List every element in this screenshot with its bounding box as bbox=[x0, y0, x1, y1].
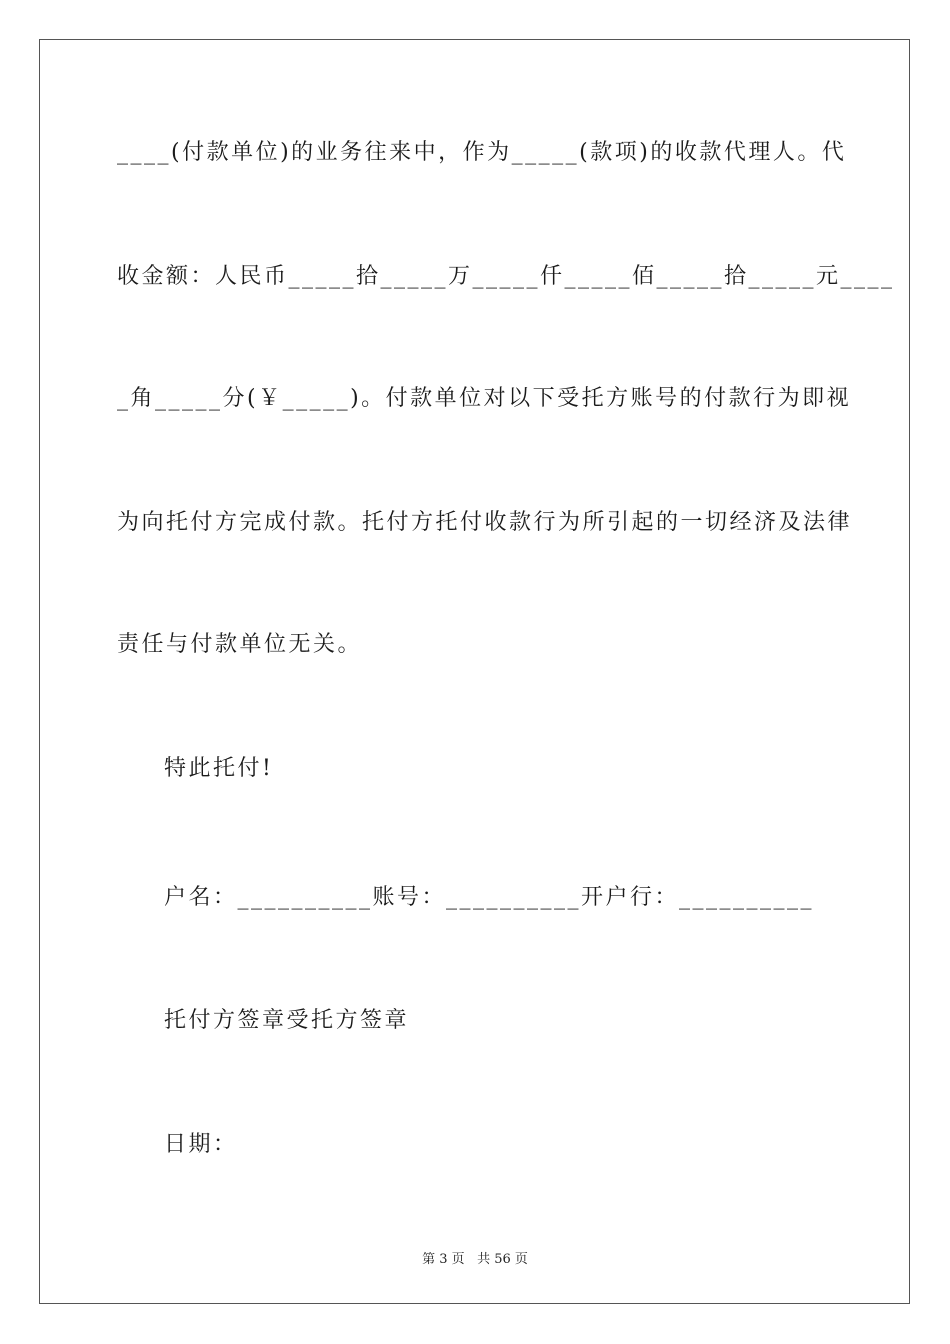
closing-text: 特此托付! bbox=[164, 756, 274, 781]
page-border bbox=[39, 39, 910, 1304]
account-info-line: 户名：__________账号：__________开户行：__________ bbox=[164, 885, 815, 910]
paragraph-line-5: 责任与付款单位无关。 bbox=[117, 632, 363, 657]
signature-line: 托付方签章受托方签章 bbox=[164, 1008, 410, 1033]
page-total: 共 56 页 bbox=[477, 1252, 528, 1267]
page-footer bbox=[0, 1248, 950, 1267]
paragraph-line-4: 为向托付方完成付款。托付方托付收款行为所引起的一切经济及法律 bbox=[117, 510, 853, 535]
paragraph-line-3: _角_____分(￥_____)。付款单位对以下受托方账号的付款行为即视 bbox=[117, 386, 852, 411]
paragraph-line-1: ____(付款单位)的业务往来中，作为_____(款项)的收款代理人。代 bbox=[117, 140, 847, 165]
date-label: 日期： bbox=[164, 1132, 238, 1157]
page-number: 第 3 页 bbox=[422, 1252, 465, 1267]
paragraph-line-2: 收金额：人民币_____拾_____万_____仟_____佰_____拾_____元____ bbox=[117, 264, 895, 289]
